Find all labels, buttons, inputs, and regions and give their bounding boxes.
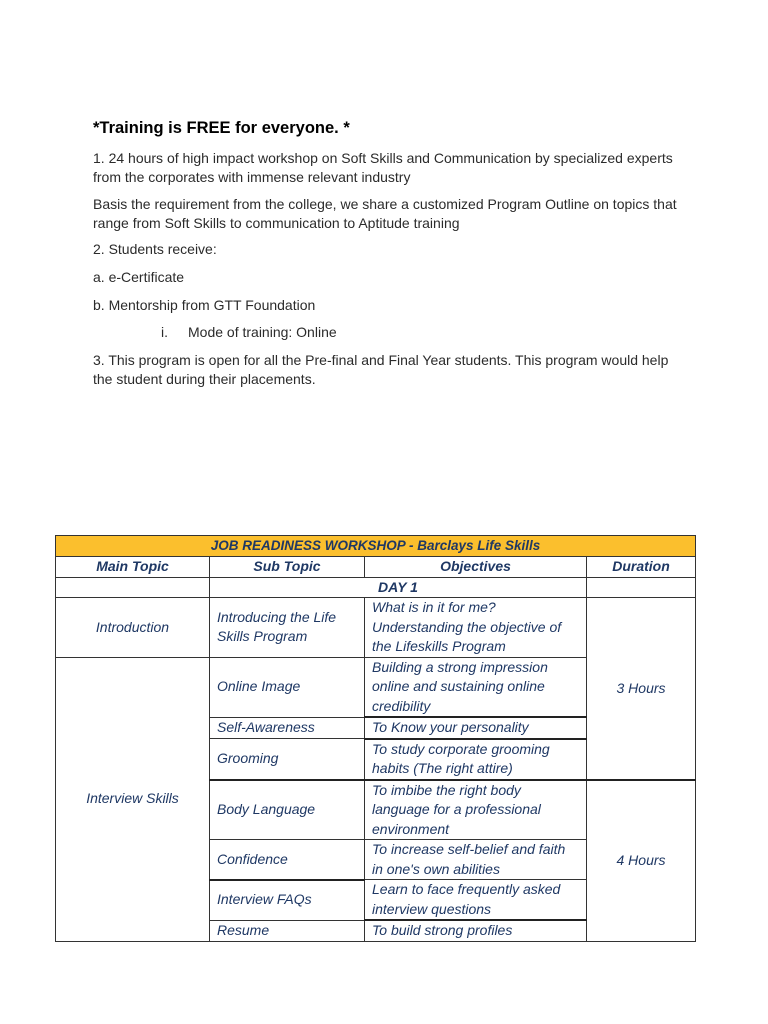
roman-number: i. (161, 324, 168, 340)
basis-paragraph: Basis the requirement from the college, we share a customized Program Outline on topics that range from Soft Skills to communication to Aptitude training (93, 196, 677, 231)
objective: To increase self-belief and faith in one's own abilities (365, 840, 587, 880)
objective: To Know your personality (365, 717, 587, 739)
header-sub-topic: Sub Topic (210, 556, 365, 577)
day-blank-cell (56, 577, 210, 598)
header-objectives: Objectives (365, 556, 587, 577)
sub-topic: Online Image (210, 657, 365, 717)
header-main-topic: Main Topic (56, 556, 210, 577)
point-2: 2. Students receive: (93, 241, 217, 257)
objective: Learn to face frequently asked interview questions (365, 880, 587, 921)
sub-topic: Confidence (210, 840, 365, 880)
sub-topic: Interview FAQs (210, 880, 365, 921)
objective: Building a strong impression online and sustaining online credibility (365, 657, 587, 717)
header-duration: Duration (587, 556, 696, 577)
roman-text: Mode of training: Online (188, 324, 337, 340)
objective: What is in it for me? Understanding the objective of the Lifeskills Program (365, 598, 587, 658)
main-topic-introduction: Introduction (56, 598, 210, 658)
sub-topic: Self-Awareness (210, 717, 365, 739)
sub-topic: Body Language (210, 780, 365, 840)
duration-block-1: 3 Hours (587, 598, 696, 780)
headline: *Training is FREE for everyone. * (93, 119, 350, 137)
item-b: b. Mentorship from GTT Foundation (93, 297, 316, 313)
sub-topic: Introducing the Life Skills Program (210, 598, 365, 658)
sub-topic: Resume (210, 920, 365, 941)
item-a: a. e-Certificate (93, 269, 185, 285)
day-label: DAY 1 (210, 577, 587, 598)
main-topic-interview-skills: Interview Skills (56, 657, 210, 941)
workshop-table (55, 535, 696, 942)
objective: To imbibe the right body language for a professional environment (365, 780, 587, 840)
point-1: 1. 24 hours of high impact workshop on Soft Skills and Communication by specialized experts from the corporates with immense relevant industry (93, 150, 673, 185)
table-title: JOB READINESS WORKSHOP - Barclays Life Skills (56, 536, 696, 557)
objective: To build strong profiles (365, 920, 587, 941)
day-blank-cell (587, 577, 696, 598)
sub-topic: Grooming (210, 739, 365, 780)
objective: To study corporate grooming habits (The right attire) (365, 739, 587, 780)
roman-item (93, 323, 683, 342)
point-3: 3. This program is open for all the Pre-final and Final Year students. This program would help the student during their placements. (93, 352, 669, 387)
duration-block-2: 4 Hours (587, 780, 696, 942)
